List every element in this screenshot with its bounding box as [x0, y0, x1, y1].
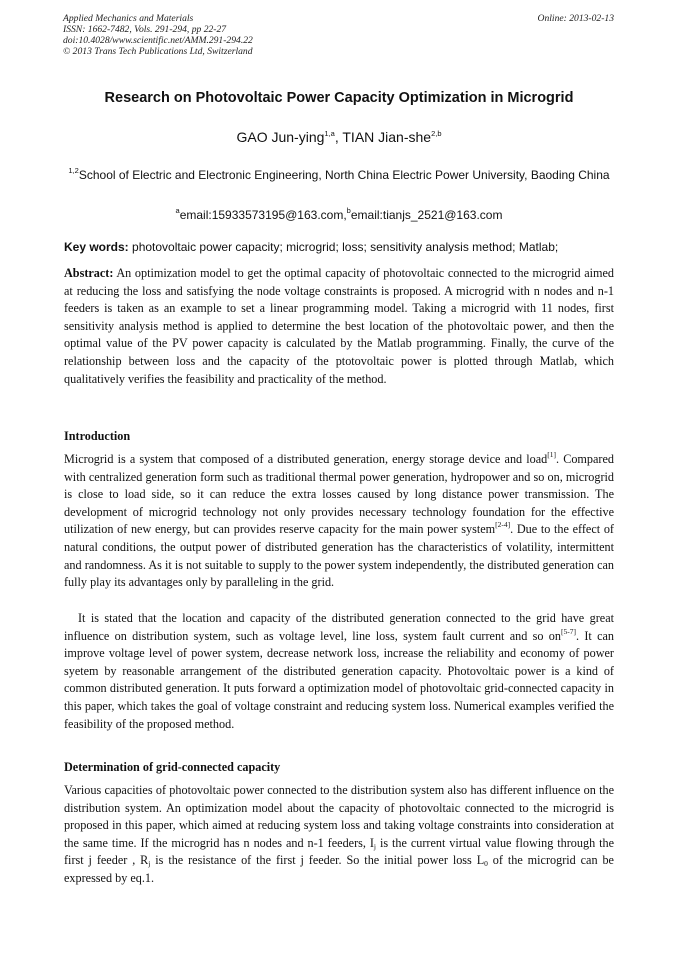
abstract-text: An optimization model to get the optimal capacity of photovoltaic connected to the microgrid aimed at reducing the loss and satisfying the node voltage constraints is proposed. A microgrid with n nodes and n-1 feeders is taken as an example to set a linear programming model. Taking a microgrid with 11 nodes, first sensitivity analysis method is applied to determine the best location of the photovoltaic power, and then the optimal value of the PV power capacity is calculated by the Matlab programming. Finally, the curve of the relationship between loss and the capacity of the ptotovoltaic power is plotted through Matlab, which qualitatively verifies the feasibility and practicality of the method. [64, 266, 614, 386]
introduction-paragraph-2 [64, 610, 614, 733]
author-separator: , [334, 129, 343, 145]
citation-5-7: [5-7] [560, 626, 576, 636]
det-sub-3: 0 [484, 859, 488, 869]
introduction-paragraph-1 [64, 451, 614, 592]
det-sub-1: j [373, 841, 377, 851]
email-line [0, 208, 678, 222]
abstract-label: Abstract: [64, 266, 114, 280]
determination-heading: Determination of grid-connected capacity [64, 760, 281, 774]
intro-p1-text-b: . Compared with centralized generation form such as traditional thermal power generation, hydropower and so on, microgrid is close to load side, so it can reduce the extra losses caused by long distance power transmission. The development of microgrid technology not only provides necessary technology foundation for the effective utilization of new energy, but can provides reserve capacity for the main power system [64, 452, 614, 537]
intro-p1-text-c: . Due to the effect of natural conditions, the output power of distributed generation has the characteristics of volatility, intermittent and randomness. As it is not suitable to supply to the power system independently, the distributed generation can fully play its advantages only by paralleling in the grid. [64, 522, 614, 590]
issn-line: ISSN: 1662-7482, Vols. 291-294, pp 22-27 [63, 24, 227, 35]
affiliation [64, 166, 614, 185]
keywords-label: Key words: [64, 240, 129, 254]
author-1-name: GAO Jun-ying [236, 129, 325, 145]
intro-p1-text-a: Microgrid is a system that composed of a distributed generation, energy storage device and load [64, 452, 548, 466]
author-2-name: TIAN Jian-she [342, 129, 432, 145]
det-text-a: Various capacities of photovoltaic power connected to the distribution system also has different influence on the distribution system. An optimization model about the capacity of photovoltaic connected to the microgrid is proposed in this paper, which aimed at reducing system loss and taking voltage constraints into consideration at the same time. If the microgrid has n nodes and n-1 feeders, I [64, 783, 614, 850]
doi-line: doi:10.4028/www.scientific.net/AMM.291-294.22 [63, 35, 253, 46]
email-a-sup: a [175, 206, 180, 215]
det-text-c: is the resistance of the first j feeder. So the initial power loss L [150, 853, 485, 868]
online-date: Online: 2013-02-13 [537, 13, 614, 24]
email-b-sup: b [346, 206, 351, 215]
intro-p2-text-b: . It can improve voltage level of power system, decrease network loss, increase the reliability and economy of power syetem by reasonable arrangement of the distributed generation capacity. Photovoltaic power is a kind of common distributed generation. It puts forward a optimization model of photovoltaic grid-connected capacity in this paper, which takes the goal of voltage constraint and reducing system loss. Numerical examples verified the feasibility of the proposed method. [64, 628, 614, 731]
copyright-line: © 2013 Trans Tech Publications Ltd, Switzerland [63, 46, 253, 57]
email-b: email:tianjs_2521@163.com [350, 208, 503, 222]
author-2-sup: 2,b [431, 129, 442, 138]
intro-p2-text-a: It is stated that the location and capacity of the distributed generation connected to the grid have great influence on distribution system, such as voltage level, line loss, system fault current and so on [64, 611, 614, 643]
citation-2-4: [2-4] [495, 520, 511, 530]
keywords-text: photovoltaic power capacity; microgrid; loss; sensitivity analysis method; Matlab; [128, 240, 559, 254]
keywords [64, 240, 614, 254]
author-1-sup: 1,a [324, 129, 335, 138]
introduction-heading: Introduction [64, 429, 131, 443]
det-sub-2: j [148, 859, 151, 869]
citation-1: [1] [547, 450, 557, 459]
affiliation-sup: 1,2 [68, 166, 79, 175]
abstract [64, 265, 614, 388]
journal-name: Applied Mechanics and Materials [63, 13, 194, 24]
paper-title: Research on Photovoltaic Power Capacity Optimization in Microgrid [104, 90, 574, 106]
det-text-b: is the current virtual value flowing through the first j feeder , R [64, 835, 615, 868]
det-text-d: of the microgrid can be expressed by eq.1. [64, 853, 614, 885]
journal-header [63, 13, 253, 57]
affiliation-text: School of Electric and Electronic Engineering, North China Electric Power University, Baoding China [78, 168, 610, 182]
email-a: email:15933573195@163.com, [179, 208, 347, 222]
determination-paragraph [64, 782, 614, 888]
author-line [0, 129, 678, 145]
